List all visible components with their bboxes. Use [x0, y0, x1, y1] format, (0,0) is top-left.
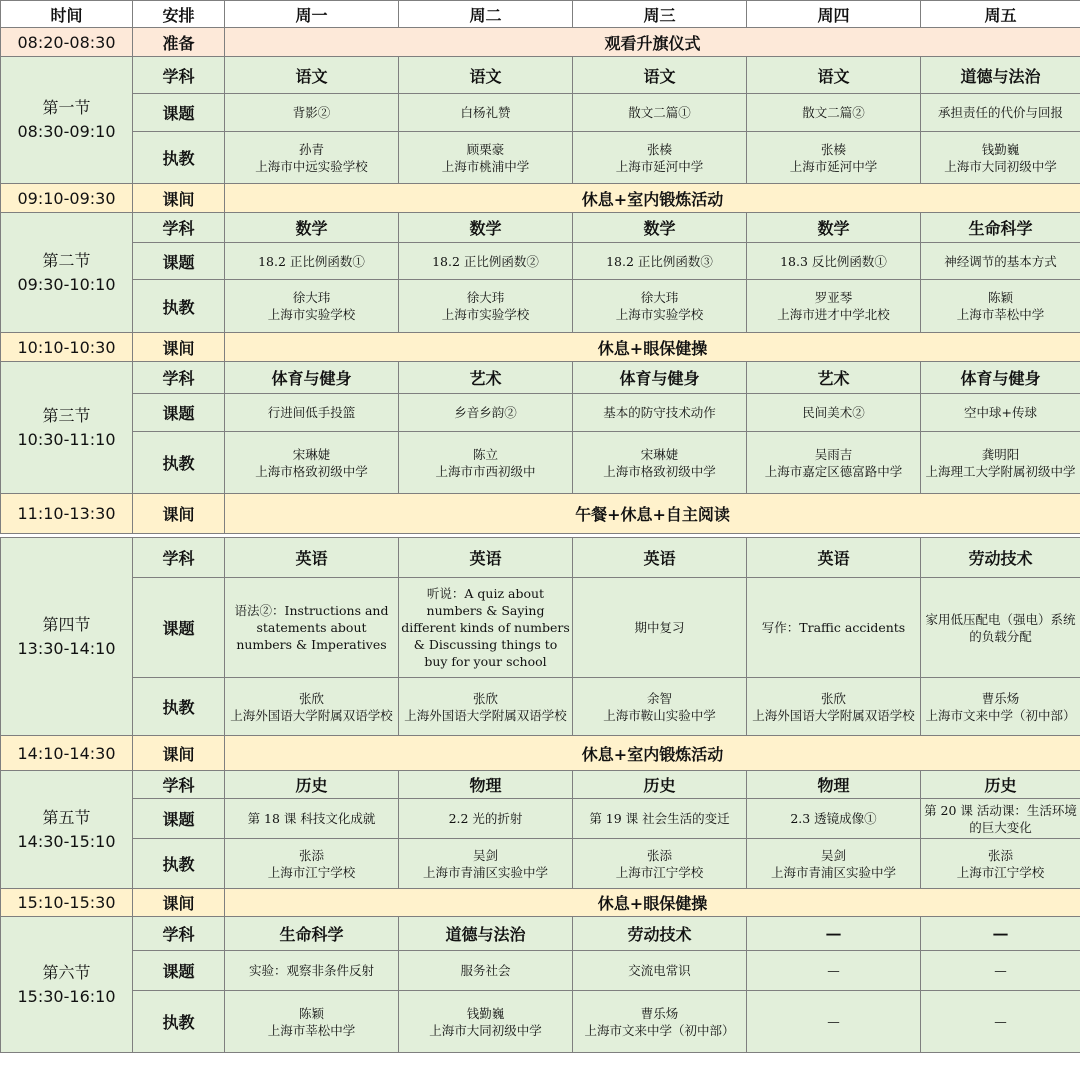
- subject-cell: 英语: [225, 538, 399, 578]
- row-label-subject: 学科: [133, 362, 225, 394]
- teacher-school: 上海市桃浦中学: [441, 158, 530, 174]
- subject-cell: 数学: [573, 213, 747, 243]
- break-time: 09:10-09:30: [1, 184, 133, 213]
- teacher-school: 上海市中远实验学校: [255, 158, 368, 174]
- teacher-cell: [225, 991, 399, 1053]
- teacher-school: 上海理工大学附属初级中学: [925, 463, 1076, 479]
- teacher-school: 上海市格致初级中学: [603, 463, 716, 479]
- teacher-cell: [573, 678, 747, 736]
- topic-cell: 写作：Traffic accidents: [747, 578, 921, 678]
- topic-cell: 2.2 光的折射: [399, 799, 573, 839]
- teacher-school: 上海外国语大学附属双语学校: [752, 707, 915, 723]
- teacher-cell: [399, 991, 573, 1053]
- teacher-row: [1, 132, 1080, 184]
- teacher-cell: [225, 280, 399, 333]
- teacher-cell: [747, 432, 921, 494]
- period-name: 第三节: [42, 405, 91, 425]
- period-name: 第四节: [42, 614, 91, 634]
- teacher-school: 上海市大同初级中学: [944, 158, 1057, 174]
- topic-row: [1, 799, 1080, 839]
- topic-cell: 散文二篇①: [573, 94, 747, 132]
- break-label: 课间: [133, 494, 225, 534]
- teacher-name: 张欣: [820, 690, 846, 706]
- header-fri: 周五: [921, 1, 1080, 28]
- subject-cell: 劳动技术: [921, 538, 1080, 578]
- header-arrangement: 安排: [133, 1, 225, 28]
- topic-row: [1, 394, 1080, 432]
- subject-cell: 艺术: [747, 362, 921, 394]
- teacher-name: 张添: [298, 847, 324, 863]
- teacher-school: 上海市鞍山实验中学: [603, 707, 716, 723]
- teacher-cell: [921, 839, 1080, 889]
- break-activity: 休息+室内锻炼活动: [225, 736, 1080, 771]
- teacher-school: 上海外国语大学附属双语学校: [230, 707, 393, 723]
- subject-cell: 语文: [747, 57, 921, 94]
- teacher-name: 钱勤巍: [981, 141, 1020, 157]
- period-time: 13:30-14:10: [17, 638, 116, 658]
- subject-cell: 生命科学: [921, 213, 1080, 243]
- header-mon: 周一: [225, 1, 399, 28]
- period-cell: [1, 917, 133, 1053]
- subject-cell: 道德与法治: [399, 917, 573, 951]
- row-label-subject: 学科: [133, 538, 225, 578]
- period-cell: [1, 362, 133, 494]
- topic-cell: 交流电常识: [573, 951, 747, 991]
- period-cell: [1, 213, 133, 333]
- topic-cell: 2.3 透镜成像①: [747, 799, 921, 839]
- teacher-cell: [573, 839, 747, 889]
- topic-cell: 服务社会: [399, 951, 573, 991]
- teacher-school: 上海市实验学校: [615, 307, 704, 322]
- period-cell: [1, 57, 133, 184]
- row-label-topic: 课题: [133, 394, 225, 432]
- break-time: 15:10-15:30: [1, 889, 133, 917]
- topic-row: [1, 243, 1080, 280]
- break-row: [1, 184, 1080, 213]
- teacher-cell: [747, 991, 921, 1053]
- subject-cell: 英语: [573, 538, 747, 578]
- subject-row: [1, 917, 1080, 951]
- prep-time: 08:20-08:30: [1, 28, 133, 57]
- teacher-name: 张添: [987, 847, 1013, 863]
- teacher-cell: [399, 839, 573, 889]
- header-wed: 周三: [573, 1, 747, 28]
- teacher-name: 罗亚琴: [814, 290, 853, 305]
- header-time: 时间: [1, 1, 133, 28]
- topic-cell: —: [747, 951, 921, 991]
- subject-cell: 劳动技术: [573, 917, 747, 951]
- teacher-name: 陈立: [472, 446, 498, 462]
- teacher-school: 上海市青浦区实验中学: [422, 864, 548, 880]
- teacher-school: 上海市青浦区实验中学: [770, 864, 896, 880]
- teacher-school: 上海市市西初级中: [435, 463, 536, 479]
- teacher-school: 上海市延河中学: [615, 158, 704, 174]
- subject-cell: 物理: [747, 771, 921, 799]
- period-name: 第一节: [42, 98, 91, 117]
- break-activity: 休息+眼保健操: [225, 889, 1080, 917]
- teacher-name: 孙青: [298, 141, 324, 157]
- row-label-teacher: 执教: [133, 839, 225, 889]
- subject-cell: 物理: [399, 771, 573, 799]
- subject-cell: 语文: [225, 57, 399, 94]
- subject-cell: 艺术: [399, 362, 573, 394]
- topic-cell: 18.2 正比例函数③: [573, 243, 747, 280]
- row-label-teacher: 执教: [133, 678, 225, 736]
- teacher-school: 上海市江宁学校: [615, 864, 704, 880]
- topic-cell: 承担责任的代价与回报: [921, 94, 1080, 132]
- topic-cell: 第 18 课 科技文化成就: [225, 799, 399, 839]
- topic-cell: 基本的防守技术动作: [573, 394, 747, 432]
- teacher-school: 上海市文来中学（初中部）: [584, 1022, 735, 1038]
- teacher-row: [1, 678, 1080, 736]
- teacher-cell: [573, 432, 747, 494]
- subject-cell: 英语: [747, 538, 921, 578]
- topic-cell: 实验：观察非条件反射: [225, 951, 399, 991]
- teacher-cell: [747, 678, 921, 736]
- teacher-cell: [921, 991, 1080, 1053]
- teacher-name: 张添: [646, 847, 672, 863]
- break-label: 课间: [133, 333, 225, 362]
- period-time: 08:30-09:10: [17, 122, 116, 141]
- subject-cell: 历史: [921, 771, 1080, 799]
- teacher-cell: [399, 280, 573, 333]
- teacher-cell: [921, 280, 1080, 333]
- period-time: 09:30-10:10: [17, 274, 116, 294]
- teacher-name: 余智: [646, 690, 672, 706]
- header-tue: 周二: [399, 1, 573, 28]
- topic-cell: 第 20 课 活动课：生活环境的巨大变化: [921, 799, 1080, 839]
- teacher-cell: [921, 678, 1080, 736]
- subject-cell: —: [921, 917, 1080, 951]
- subject-cell: 语文: [573, 57, 747, 94]
- topic-cell: 18.2 正比例函数①: [225, 243, 399, 280]
- break-label: 课间: [133, 889, 225, 917]
- row-label-subject: 学科: [133, 771, 225, 799]
- topic-cell: 乡音乡韵②: [399, 394, 573, 432]
- prep-activity: 观看升旗仪式: [225, 28, 1080, 57]
- subject-cell: 语文: [399, 57, 573, 94]
- teacher-name: 吴剑: [820, 847, 846, 863]
- subject-cell: 历史: [225, 771, 399, 799]
- row-label-teacher: 执教: [133, 432, 225, 494]
- prep-row: [1, 28, 1080, 57]
- teacher-school: 上海市格致初级中学: [255, 463, 368, 479]
- break-label: 课间: [133, 184, 225, 213]
- teacher-row: [1, 432, 1080, 494]
- teacher-name: 徐大玮: [292, 290, 331, 305]
- teacher-cell: [921, 132, 1080, 184]
- teacher-school: 上海市实验学校: [267, 307, 356, 322]
- period-cell: [1, 771, 133, 889]
- topic-cell: 民间美术②: [747, 394, 921, 432]
- teacher-cell: [573, 132, 747, 184]
- subject-row: [1, 57, 1080, 94]
- row-label-teacher: 执教: [133, 991, 225, 1053]
- break-row: [1, 736, 1080, 771]
- teacher-cell: [399, 432, 573, 494]
- teacher-cell: [225, 132, 399, 184]
- row-label-topic: 课题: [133, 799, 225, 839]
- topic-row: [1, 951, 1080, 991]
- header-row: [1, 1, 1080, 28]
- teacher-cell: [747, 839, 921, 889]
- subject-cell: 体育与健身: [921, 362, 1080, 394]
- teacher-name: 龚明阳: [981, 446, 1020, 462]
- subject-cell: 生命科学: [225, 917, 399, 951]
- teacher-school: 上海市大同初级中学: [429, 1022, 542, 1038]
- teacher-row: [1, 280, 1080, 333]
- topic-cell: 散文二篇②: [747, 94, 921, 132]
- teacher-school: 上海市文来中学（初中部）: [925, 707, 1076, 723]
- topic-row: [1, 94, 1080, 132]
- teacher-name: —: [827, 1014, 840, 1029]
- header-thu: 周四: [747, 1, 921, 28]
- teacher-cell: [747, 280, 921, 333]
- topic-cell: 语法②：Instructions and statements about numbers & Imperatives: [225, 578, 399, 678]
- topic-row: [1, 578, 1080, 678]
- subject-cell: —: [747, 917, 921, 951]
- subject-cell: 道德与法治: [921, 57, 1080, 94]
- teacher-cell: [573, 280, 747, 333]
- break-label: 课间: [133, 736, 225, 771]
- break-row: [1, 889, 1080, 917]
- teacher-name: 吴雨吉: [814, 446, 853, 462]
- teacher-name: 顾栗豪: [466, 141, 505, 157]
- teacher-school: 上海市江宁学校: [267, 864, 356, 880]
- subject-row: [1, 538, 1080, 578]
- subject-cell: 体育与健身: [573, 362, 747, 394]
- teacher-cell: [225, 839, 399, 889]
- topic-cell: 期中复习: [573, 578, 747, 678]
- row-label-topic: 课题: [133, 951, 225, 991]
- teacher-name: 张楱: [646, 141, 672, 157]
- teacher-school: 上海外国语大学附属双语学校: [404, 707, 567, 723]
- topic-cell: 第 19 课 社会生活的变迁: [573, 799, 747, 839]
- subject-cell: 数学: [747, 213, 921, 243]
- period-time: 14:30-15:10: [17, 831, 116, 851]
- break-activity: 午餐+休息+自主阅读: [225, 494, 1080, 534]
- row-label-subject: 学科: [133, 57, 225, 94]
- teacher-name: 钱勤巍: [466, 1005, 505, 1021]
- teacher-school: 上海市莘松中学: [956, 307, 1045, 322]
- break-activity: 休息+眼保健操: [225, 333, 1080, 362]
- teacher-school: 上海市实验学校: [441, 307, 530, 322]
- subject-cell: 英语: [399, 538, 573, 578]
- topic-cell: 背影②: [225, 94, 399, 132]
- topic-cell: 家用低压配电（强电）系统的负载分配: [921, 578, 1080, 678]
- period-cell: [1, 538, 133, 736]
- teacher-name: 徐大玮: [640, 290, 679, 305]
- subject-row: [1, 213, 1080, 243]
- subject-row: [1, 362, 1080, 394]
- topic-cell: 听说：A quiz about numbers & Saying different kinds of numbers & Discussing things to buy for your school: [399, 578, 573, 678]
- topic-cell: 18.2 正比例函数②: [399, 243, 573, 280]
- row-label-subject: 学科: [133, 213, 225, 243]
- row-label-topic: 课题: [133, 243, 225, 280]
- subject-cell: 体育与健身: [225, 362, 399, 394]
- teacher-name: 徐大玮: [466, 290, 505, 305]
- break-time: 10:10-10:30: [1, 333, 133, 362]
- topic-cell: 神经调节的基本方式: [921, 243, 1080, 280]
- teacher-cell: [225, 678, 399, 736]
- teacher-cell: [225, 432, 399, 494]
- period-name: 第五节: [42, 807, 91, 827]
- topic-cell: 18.3 反比例函数①: [747, 243, 921, 280]
- teacher-name: —: [994, 1014, 1007, 1029]
- break-activity: 休息+室内锻炼活动: [225, 184, 1080, 213]
- break-row: [1, 494, 1080, 534]
- period-name: 第二节: [42, 250, 91, 270]
- subject-row: [1, 771, 1080, 799]
- teacher-cell: [573, 991, 747, 1053]
- teacher-cell: [399, 678, 573, 736]
- teacher-cell: [747, 132, 921, 184]
- break-time: 14:10-14:30: [1, 736, 133, 771]
- teacher-name: 宋琳婕: [640, 446, 679, 462]
- row-label-topic: 课题: [133, 94, 225, 132]
- teacher-row: [1, 991, 1080, 1053]
- teacher-school: 上海市延河中学: [789, 158, 878, 174]
- period-name: 第六节: [42, 962, 91, 982]
- topic-cell: —: [921, 951, 1080, 991]
- row-label-topic: 课题: [133, 578, 225, 678]
- subject-cell: 历史: [573, 771, 747, 799]
- teacher-cell: [921, 432, 1080, 494]
- teacher-cell: [399, 132, 573, 184]
- teacher-name: 张欣: [472, 690, 498, 706]
- break-time: 11:10-13:30: [1, 494, 133, 534]
- topic-cell: 空中球+传球: [921, 394, 1080, 432]
- period-time: 15:30-16:10: [17, 986, 116, 1006]
- period-time: 10:30-11:10: [17, 429, 116, 449]
- teacher-name: 吴剑: [472, 847, 498, 863]
- prep-label: 准备: [133, 28, 225, 57]
- subject-cell: 数学: [399, 213, 573, 243]
- teacher-name: 曹乐炀: [981, 690, 1020, 706]
- teacher-school: 上海市江宁学校: [956, 864, 1045, 880]
- row-label-teacher: 执教: [133, 280, 225, 333]
- teacher-row: [1, 839, 1080, 889]
- teacher-school: 上海市嘉定区德富路中学: [764, 463, 903, 479]
- teacher-name: 张楱: [820, 141, 846, 157]
- teacher-name: 宋琳婕: [292, 446, 331, 462]
- topic-cell: 白杨礼赞: [399, 94, 573, 132]
- teacher-school: 上海市进才中学北校: [777, 307, 890, 322]
- teacher-school: 上海市莘松中学: [267, 1022, 356, 1038]
- teacher-name: 陈颖: [987, 290, 1013, 305]
- teacher-name: 张欣: [298, 690, 324, 706]
- teacher-name: 曹乐炀: [640, 1005, 679, 1021]
- subject-cell: 数学: [225, 213, 399, 243]
- row-label-subject: 学科: [133, 917, 225, 951]
- schedule-body: [1, 1, 1080, 1053]
- teacher-name: 陈颖: [298, 1005, 324, 1021]
- row-label-teacher: 执教: [133, 132, 225, 184]
- break-row: [1, 333, 1080, 362]
- topic-cell: 行进间低手投篮: [225, 394, 399, 432]
